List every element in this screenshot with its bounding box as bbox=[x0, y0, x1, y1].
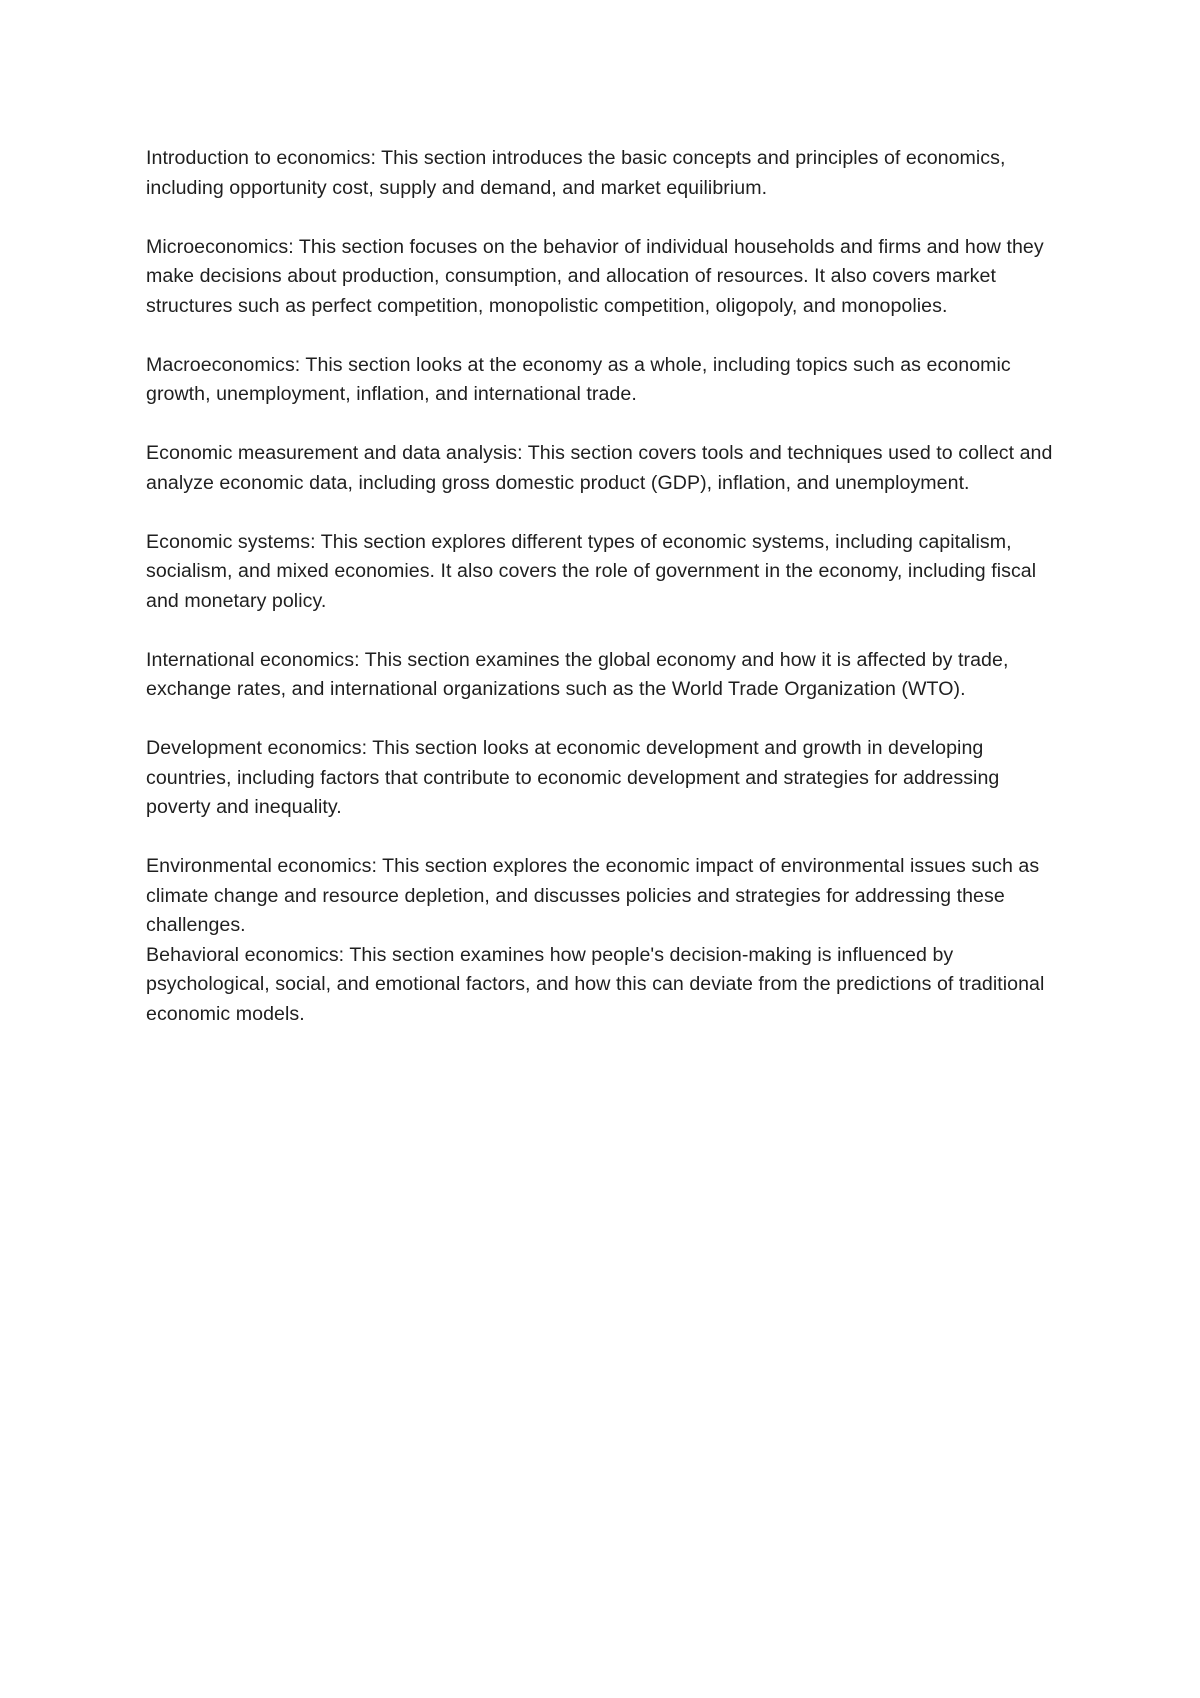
paragraph-macroeconomics: Macroeconomics: This section looks at the economy as a whole, including topics such as economic growth, unemployment, inflation, and international trade. bbox=[146, 353, 1011, 405]
paragraph-behavioral: Behavioral economics: This section examines how people's decision-making is influenced by psychological, social, and emotional factors, and how this can deviate from the predictions of traditional economic models. bbox=[146, 943, 1045, 1025]
paragraph-economic-systems: Economic systems: This section explores different types of economic systems, including capitalism, socialism, and mixed economies. It also covers the role of government in the economy, including fiscal and monetary policy. bbox=[146, 530, 1037, 612]
paragraph-microeconomics: Microeconomics: This section focuses on the behavior of individual households and firms and how they make decisions about production, consumption, and allocation of resources. It also covers market structures such as perfect competition, monopolistic competition, oligopoly, and monopolies. bbox=[146, 235, 1044, 317]
paragraph-environmental: Environmental economics: This section explores the economic impact of environmental issues such as climate change and resource depletion, and discusses policies and strategies for addressing these challenges. bbox=[146, 855, 1040, 936]
paragraph-measurement: Economic measurement and data analysis: This section covers tools and techniques used to collect and analyze economic data, including gross domestic product (GDP), inflation, and unemployment. bbox=[146, 442, 1053, 494]
paragraph-development: Development economics: This section looks at economic development and growth in developing countries, including factors that contribute to economic development and strategies for addressing poverty and inequality. bbox=[146, 737, 1000, 818]
paragraph-introduction: Introduction to economics: This section introduces the basic concepts and principles of economics, including opportunity cost, supply and demand, and market equilibrium. bbox=[146, 147, 1006, 199]
paragraph-international: International economics: This section examines the global economy and how it is affected by trade, exchange rates, and international organizations such as the World Trade Organization (WTO). bbox=[146, 648, 1009, 700]
document-body bbox=[146, 144, 1066, 1029]
